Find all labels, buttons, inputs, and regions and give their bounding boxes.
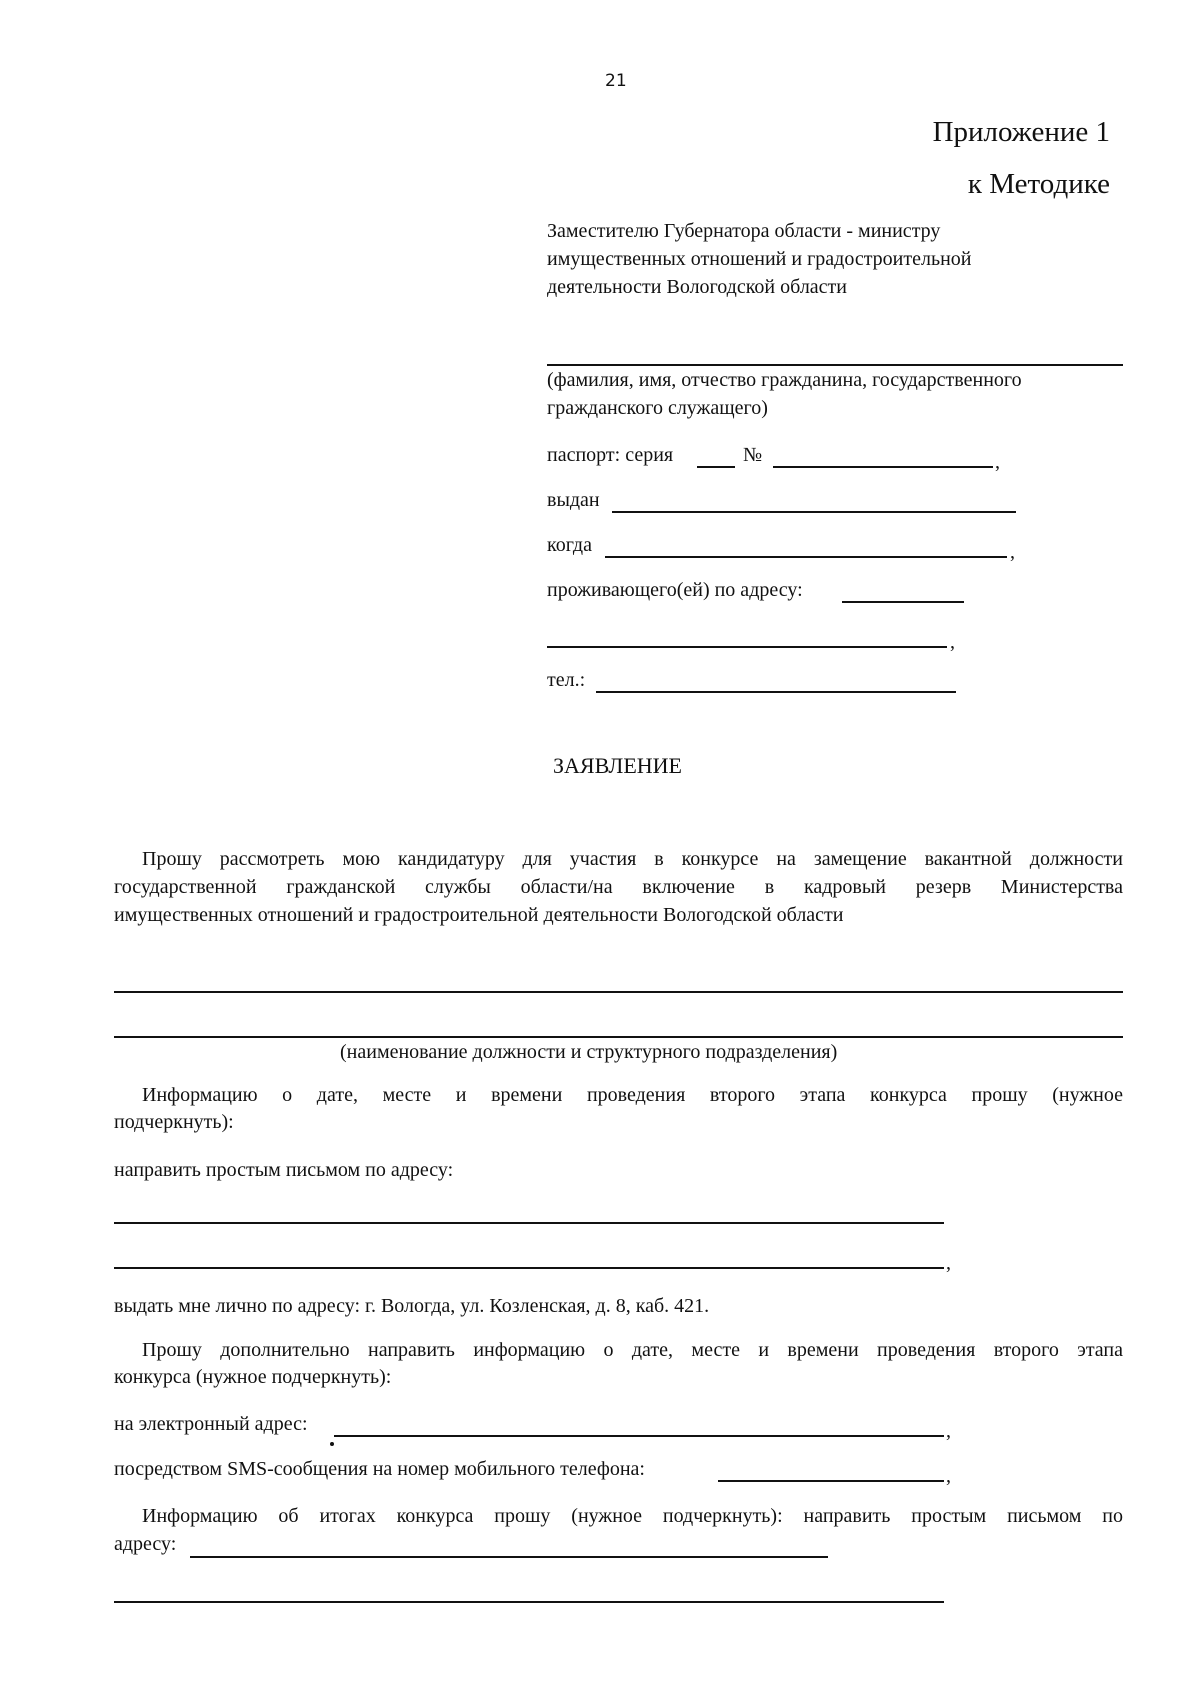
passport-number-label: № bbox=[743, 444, 763, 466]
when-comma: , bbox=[1010, 541, 1015, 563]
address-comma: , bbox=[950, 631, 955, 653]
sms-comma: , bbox=[946, 1465, 951, 1487]
when-line[interactable] bbox=[605, 556, 1007, 558]
results-info-line-2: адресу: bbox=[114, 1533, 177, 1555]
address-label: проживающего(ей) по адресу: bbox=[547, 579, 803, 601]
results-address-line-2[interactable] bbox=[114, 1601, 944, 1603]
request-paragraph-line-1: Прошу рассмотреть мою кандидатуру для участия в конкурсе на замещение вакантной должности bbox=[142, 848, 1123, 870]
results-info-line-1: Информацию об итогах конкурса прошу (нужное подчеркнуть): направить простым письмом по bbox=[142, 1505, 1123, 1527]
passport-series-line[interactable] bbox=[697, 466, 735, 468]
issued-label: выдан bbox=[547, 489, 600, 511]
letter-address-comma: , bbox=[946, 1252, 951, 1274]
name-caption-line-1: (фамилия, имя, отчество гражданина, государственного bbox=[547, 369, 1022, 391]
address-line-2[interactable] bbox=[547, 646, 947, 648]
passport-series-label: паспорт: серия bbox=[547, 444, 674, 466]
appendix-title: Приложение 1 bbox=[932, 116, 1110, 148]
appendix-subtitle: к Методике bbox=[967, 168, 1110, 200]
when-label: когда bbox=[547, 534, 592, 556]
phone-line[interactable] bbox=[596, 691, 956, 693]
applicant-name-line[interactable] bbox=[547, 364, 1123, 366]
results-address-line-1[interactable] bbox=[190, 1556, 828, 1558]
sms-line[interactable] bbox=[718, 1480, 944, 1482]
letter-address-line-2[interactable] bbox=[114, 1267, 944, 1269]
email-line[interactable] bbox=[334, 1435, 944, 1437]
position-line-2[interactable] bbox=[114, 1036, 1123, 1038]
additional-info-line-1: Прошу дополнительно направить информацию о дате, месте и времени проведения второго этапа bbox=[142, 1339, 1123, 1361]
stray-dot-mark bbox=[330, 1442, 334, 1446]
page-number: 21 bbox=[605, 71, 627, 91]
position-line-1[interactable] bbox=[114, 991, 1123, 993]
sms-label: посредством SMS-сообщения на номер мобильного телефона: bbox=[114, 1458, 645, 1480]
email-comma: , bbox=[946, 1420, 951, 1442]
addressee-line-2: имущественных отношений и градостроительной bbox=[547, 248, 972, 270]
send-by-letter-label: направить простым письмом по адресу: bbox=[114, 1159, 454, 1181]
additional-info-line-2: конкурса (нужное подчеркнуть): bbox=[114, 1366, 392, 1388]
request-paragraph-line-2: государственной гражданской службы области/на включение в кадровый резерв Министерства bbox=[114, 876, 1123, 898]
document-heading: ЗАЯВЛЕНИЕ bbox=[553, 753, 682, 778]
request-paragraph-line-3: имущественных отношений и градостроительной деятельности Вологодской области bbox=[114, 904, 844, 926]
position-caption: (наименование должности и структурного подразделения) bbox=[340, 1041, 838, 1063]
email-label: на электронный адрес: bbox=[114, 1413, 308, 1435]
phone-label: тел.: bbox=[547, 669, 586, 691]
passport-comma: , bbox=[995, 451, 1000, 473]
second-stage-info-line-1: Информацию о дате, месте и времени проведения второго этапа конкурса прошу (нужное bbox=[142, 1084, 1123, 1106]
issued-line[interactable] bbox=[612, 511, 1016, 513]
addressee-line-3: деятельности Вологодской области bbox=[547, 276, 847, 298]
give-in-person-text: выдать мне лично по адресу: г. Вологда, ул. Козленская, д. 8, каб. 421. bbox=[114, 1295, 710, 1317]
name-caption-line-2: гражданского служащего) bbox=[547, 397, 768, 419]
second-stage-info-line-2: подчеркнуть): bbox=[114, 1111, 234, 1133]
address-line-1[interactable] bbox=[842, 601, 964, 603]
addressee-line-1: Заместителю Губернатора области - министру bbox=[547, 220, 941, 242]
passport-number-line[interactable] bbox=[773, 466, 993, 468]
letter-address-line-1[interactable] bbox=[114, 1222, 944, 1224]
